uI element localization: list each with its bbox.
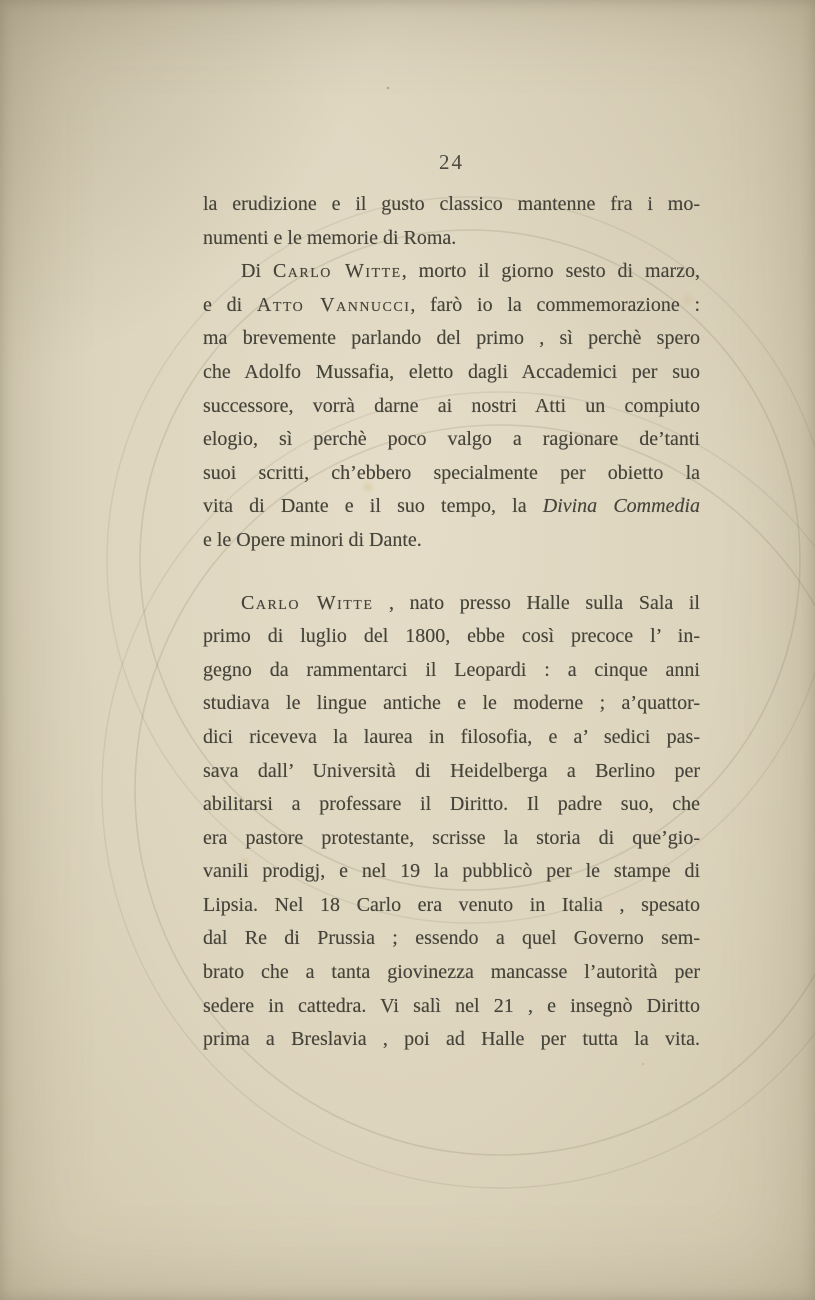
text-line	[203, 356, 700, 390]
text-segment: numenti e le memorie di Roma.	[203, 226, 457, 249]
text-segment: primo di luglio del 1800, ebbe così precoce l’ in-	[203, 625, 700, 648]
text-segment: dici riceveva la laurea in filosofia, e a’ sedici pas-	[203, 725, 700, 748]
text-line	[203, 390, 700, 424]
text-segment: prima a Breslavia , poi ad Halle per tutta la vita.	[203, 1028, 700, 1051]
text-line	[203, 423, 700, 457]
text-line	[203, 855, 700, 889]
text-segment: era pastore protestante, scrisse la storia di que’gio-	[203, 826, 700, 849]
text-line	[203, 721, 700, 755]
text-segment: e di	[203, 293, 257, 316]
person-name-smallcaps: Carlo Witte	[241, 591, 374, 614]
text-segment: , farò io la commemorazione :	[410, 293, 700, 316]
text-line	[203, 956, 700, 990]
text-line	[203, 188, 700, 222]
text-segment: Di	[241, 260, 273, 283]
text-line	[203, 222, 700, 256]
text-segment: dal Re di Prussia ; essendo a quel Governo sem-	[203, 927, 700, 950]
work-title-italic: Divina Commedia	[542, 495, 700, 518]
text-segment: Lipsia. Nel 18 Carlo era venuto in Italia , spesato	[203, 893, 700, 916]
text-segment: vita di Dante e il suo tempo, la	[203, 495, 543, 518]
text-segment: suoi scritti, ch’ebbero specialmente per obietto la	[203, 461, 700, 484]
text-segment: vanili prodigj, e nel 19 la pubblicò per le stampe di	[203, 860, 700, 883]
text-line	[203, 457, 700, 491]
text-line	[203, 990, 700, 1024]
text-line	[203, 889, 700, 923]
text-line	[203, 255, 700, 289]
text-line	[203, 620, 700, 654]
text-line	[203, 587, 700, 621]
person-name-smallcaps: Carlo Witte	[272, 260, 402, 283]
text-line	[203, 922, 700, 956]
text-segment: successore, vorrà darne ai nostri Atti un compiuto	[203, 394, 700, 417]
text-segment: abilitarsi a professare il Diritto. Il padre suo, che	[203, 793, 700, 816]
page-number: 24	[439, 150, 464, 174]
text-segment: gegno da rammentarci il Leopardi : a cinque anni	[203, 658, 700, 681]
text-line	[203, 490, 700, 524]
text-line	[203, 788, 700, 822]
text-line	[203, 755, 700, 789]
body-text	[203, 188, 700, 1057]
text-line	[203, 524, 700, 558]
person-name-smallcaps: Atto Vannucci	[256, 293, 411, 316]
text-line	[203, 654, 700, 688]
text-segment: e le Opere minori di Dante.	[203, 528, 422, 551]
text-line	[203, 687, 700, 721]
text-line	[203, 322, 700, 356]
text-segment: brato che a tanta giovinezza mancasse l’autorità per	[203, 961, 700, 984]
text-line	[203, 1023, 700, 1057]
text-segment: che Adolfo Mussafia, eletto dagli Accademici per suo	[203, 360, 700, 383]
text-line	[203, 289, 700, 323]
text-segment: studiava le lingue antiche e le moderne ; a’quattor-	[203, 692, 700, 715]
text-segment: la erudizione e il gusto classico mantenne fra i mo-	[203, 193, 700, 215]
text-segment: ma brevemente parlando del primo , sì perchè spero	[203, 327, 700, 350]
text-segment: elogio, sì perchè poco valgo a ragionare de’tanti	[203, 428, 700, 451]
text-segment: sava dall’ Università di Heidelberga a Berlino per	[203, 759, 700, 782]
text-segment: , nato presso Halle sulla Sala il	[373, 591, 700, 614]
text-line	[203, 822, 700, 856]
text-segment: , morto il giorno sesto di marzo,	[401, 260, 700, 283]
text-segment: sedere in cattedra. Vi salì nel 21 , e insegnò Diritto	[203, 994, 700, 1017]
